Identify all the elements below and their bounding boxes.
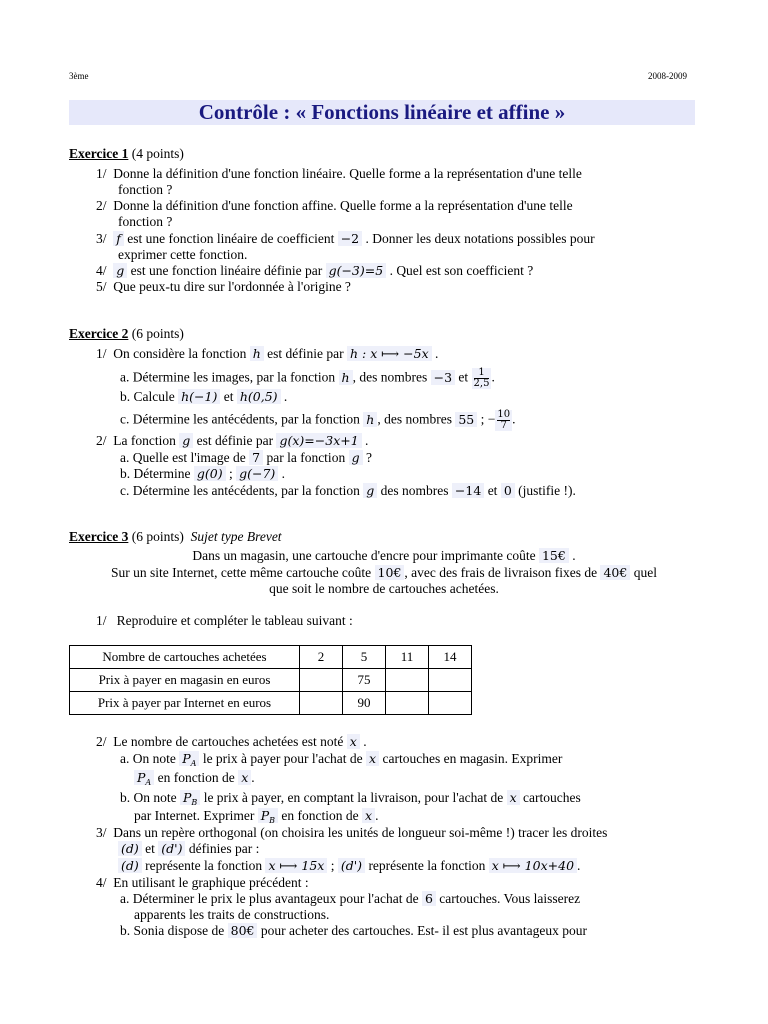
math-dprime: (d') <box>338 858 365 873</box>
q-text: . Donner les deux notations possibles pour <box>365 231 595 246</box>
math-coef: −2 <box>338 231 362 246</box>
table-cell: 2 <box>300 646 343 669</box>
math-expr: g(−3)=5 <box>326 263 387 278</box>
ex3-q4a <box>120 891 580 907</box>
header-class: 3ème <box>69 71 89 81</box>
q-text: et <box>458 369 469 385</box>
q-text: . <box>251 770 255 785</box>
ex2-q1c <box>120 410 516 431</box>
math-h: h <box>363 412 377 427</box>
page-title: Contrôle : « Fonctions linéaire et affine » <box>69 100 695 125</box>
math-price: 80€ <box>228 923 258 938</box>
exercise-1-heading <box>69 146 184 162</box>
frac-num: 10 <box>497 409 511 420</box>
math-h: h <box>250 346 264 361</box>
q-text: des nombres <box>380 483 449 498</box>
q-text: , avec des frais de livraison fixes de <box>404 565 598 580</box>
q-text: a. Déterminer le prix le plus avantageux pour l'achat de <box>120 891 419 906</box>
q-text: est une fonction linéaire définie par <box>130 263 323 278</box>
math-price: 10€ <box>375 565 405 580</box>
q-text: en fonction de <box>157 770 235 785</box>
q-text: ; <box>480 411 485 427</box>
ex1-q2-cont: fonction ? <box>118 214 173 229</box>
math-num: −3 <box>431 370 455 385</box>
q-text: ? <box>365 450 372 465</box>
q-text: représente la fonction <box>145 858 263 873</box>
math-expr: g(0) <box>194 466 226 481</box>
q-text: cartouches <box>523 790 581 805</box>
math-d: (d) <box>118 841 142 856</box>
exercise-3-title: Exercice 3 <box>69 529 129 544</box>
math-p: P <box>183 790 192 805</box>
q-text: est une fonction linéaire de coefficient <box>127 231 335 246</box>
q-number: 1/ <box>96 166 107 181</box>
q-text: . Quel est son coefficient ? <box>389 263 534 278</box>
q-text: cartouches en magasin. Exprimer <box>382 751 563 766</box>
math-x: x <box>347 734 360 749</box>
q-text: a. On note <box>120 751 176 766</box>
ex1-q3-cont: exprimer cette fonction. <box>118 247 248 262</box>
q-text: par Internet. Exprimer <box>134 808 255 823</box>
ex1-q4 <box>96 263 533 279</box>
math-pb <box>258 808 278 823</box>
q-text: et <box>223 389 234 404</box>
fraction <box>472 367 495 389</box>
math-expr: g(−7) <box>236 466 278 481</box>
q-number: 5/ <box>96 279 107 294</box>
math-g: g <box>113 263 127 278</box>
exercise-2-points: (6 points) <box>131 326 184 341</box>
q-number: 4/ <box>96 263 107 278</box>
table-cell: 5 <box>343 646 386 669</box>
q-text: On considère la fonction <box>113 346 247 361</box>
q-text: c. Détermine les antécédents, par la fonction <box>120 483 360 498</box>
ex1-q5 <box>96 279 351 295</box>
math-x: x <box>507 790 520 805</box>
ex1-q3 <box>96 231 595 247</box>
q-text: b. On note <box>120 790 177 805</box>
q-text: . <box>283 389 288 404</box>
math-def: h : x ⟼ −5x <box>347 346 432 361</box>
exercise-1-points: (4 points) <box>131 146 184 161</box>
q-text: Le nombre de cartouches achetées est noté <box>113 734 344 749</box>
frac-num: 1 <box>474 368 490 379</box>
ex3-intro-2 <box>60 565 708 581</box>
exercise-3-type: Sujet type Brevet <box>190 529 282 544</box>
ex3-q3 <box>96 825 607 841</box>
ex2-q2a <box>120 450 372 466</box>
q-text: le prix à payer pour l'achat de <box>202 751 363 766</box>
q-number: 2/ <box>96 433 107 448</box>
ex3-q4b <box>120 923 587 939</box>
math-function: x ⟼ 15x <box>265 858 327 873</box>
table-cell <box>300 669 343 692</box>
q-text: . <box>577 858 581 873</box>
q-text: et <box>145 841 155 856</box>
q-text: a. Détermine les images, par la fonction <box>120 369 336 385</box>
table-row <box>70 646 472 669</box>
q-text: quel <box>633 565 657 580</box>
math-num: 55 <box>455 412 477 427</box>
q-text: Dans un magasin, une cartouche d'encre pour imprimante coûte <box>192 548 536 563</box>
table-cell: 75 <box>343 669 386 692</box>
ex2-q1a <box>120 368 495 389</box>
q-text: par la fonction <box>266 450 346 465</box>
math-pa <box>179 751 199 766</box>
q-text: Reproduire et compléter le tableau suivant : <box>116 613 353 628</box>
math-dprime: (d') <box>158 841 185 856</box>
minus-sign: − <box>487 411 496 427</box>
ex2-q1 <box>96 346 438 362</box>
table-cell <box>386 692 429 715</box>
q-text: . <box>281 466 286 481</box>
frac-den: 2,5 <box>473 378 490 389</box>
math-p: P <box>182 751 191 766</box>
q-text: b. Sonia dispose de <box>120 923 225 938</box>
q-text: . <box>491 369 495 385</box>
math-x: x <box>238 770 251 785</box>
q-text: ; <box>228 466 233 481</box>
header-year: 2008-2009 <box>648 71 687 81</box>
q-text: a. Quelle est l'image de <box>120 450 246 465</box>
math-sub: A <box>190 759 197 768</box>
ex1-q1-cont: fonction ? <box>118 182 173 197</box>
math-pa <box>134 770 154 785</box>
q-number: 1/ <box>96 346 107 361</box>
q-text: le prix à payer, en comptant la livraison, pour l'achat de <box>203 790 504 805</box>
ex2-q1b <box>120 389 287 405</box>
math-expr: h(0,5) <box>237 389 281 404</box>
q-text: et <box>487 483 498 498</box>
table-cell <box>300 692 343 715</box>
q-text: est définie par <box>196 433 274 448</box>
q-text: pour acheter des cartouches. Est- il est plus avantageux pour <box>260 923 587 938</box>
table-cell: Prix à payer en magasin en euros <box>70 669 300 692</box>
q-text: b. Détermine <box>120 466 191 481</box>
q-text: (justifie !). <box>518 483 576 498</box>
q-text: La fonction <box>113 433 176 448</box>
math-num: 6 <box>422 891 436 906</box>
math-price: 15€ <box>539 548 569 563</box>
fraction <box>495 410 512 431</box>
q-text: Donne la définition d'une fonction affine. Quelle forme a la représentation d'une telle <box>113 198 573 213</box>
q-number: 2/ <box>96 198 107 213</box>
math-num: −14 <box>452 483 484 498</box>
exercise-3-heading <box>69 529 282 545</box>
exercise-2-title: Exercice 2 <box>69 326 129 341</box>
ex3-q2 <box>96 734 367 750</box>
math-g: g <box>179 433 193 448</box>
q-text: Sur un site Internet, cette même cartouche coûte <box>111 565 372 580</box>
math-f: f <box>113 231 124 246</box>
table-cell: 90 <box>343 692 386 715</box>
q-number: 3/ <box>96 231 107 246</box>
table-cell: 14 <box>429 646 472 669</box>
ex1-q2 <box>96 198 573 214</box>
q-text: , des nombres <box>352 369 428 385</box>
math-num: 0 <box>501 483 515 498</box>
q-number: 4/ <box>96 875 107 890</box>
q-text: En utilisant le graphique précédent : <box>113 875 309 890</box>
ex1-q1 <box>96 166 582 182</box>
ex2-q2b <box>120 466 285 482</box>
math-price: 40€ <box>600 565 630 580</box>
ex3-q4 <box>96 875 309 891</box>
ex3-q3-lines <box>118 841 259 857</box>
math-p: P <box>260 808 270 823</box>
q-text: c. Détermine les antécédents, par la fonction <box>120 411 360 427</box>
math-sub: A <box>145 778 152 787</box>
q-text: représente la fonction <box>368 858 486 873</box>
q-text: , des nombres <box>377 411 452 427</box>
table-cell: Nombre de cartouches achetées <box>70 646 300 669</box>
q-text: cartouches. Vous laisserez <box>439 891 581 906</box>
math-g: g <box>349 450 363 465</box>
math-pb <box>180 790 200 805</box>
ex3-q1 <box>96 613 353 629</box>
exercise-1-title: Exercice 1 <box>69 146 129 161</box>
math-expr: h(−1) <box>178 389 220 404</box>
ex3-q4a-cont: apparents les traits de constructions. <box>134 907 330 922</box>
table-row <box>70 692 472 715</box>
math-d: (d) <box>118 858 142 873</box>
exercise-2-heading <box>69 326 184 342</box>
q-text: . <box>572 548 576 563</box>
q-text: ; <box>330 858 335 873</box>
q-text: en fonction de <box>281 808 359 823</box>
q-text: Que peux-tu dire sur l'ordonnée à l'origine ? <box>113 279 351 294</box>
math-sub: B <box>269 816 276 825</box>
q-text: . <box>512 411 516 427</box>
ex3-intro-3: que soit le nombre de cartouches achetées. <box>269 581 499 596</box>
q-text: définies par : <box>188 841 260 856</box>
math-p: P <box>137 770 146 785</box>
q-text: Donne la définition d'une fonction linéaire. Quelle forme a la représentation d'une telle <box>113 166 582 181</box>
math-g: g <box>363 483 377 498</box>
math-sub: B <box>191 798 198 807</box>
q-text: . <box>435 346 439 361</box>
q-text: . <box>375 808 379 823</box>
math-num: 7 <box>249 450 263 465</box>
ex3-q2a <box>120 751 562 772</box>
table-row <box>70 669 472 692</box>
price-table <box>69 645 472 715</box>
ex3-q3-def <box>118 858 580 874</box>
q-text: est définie par <box>267 346 344 361</box>
table-cell <box>429 692 472 715</box>
table-cell: 11 <box>386 646 429 669</box>
ex2-q2 <box>96 433 368 449</box>
q-text: b. Calcule <box>120 389 175 404</box>
q-text: . <box>363 734 367 749</box>
math-h: h <box>339 370 353 385</box>
ex3-intro-1 <box>60 548 708 564</box>
ex2-q2c <box>120 483 576 499</box>
q-number: 3/ <box>96 825 107 840</box>
math-x: x <box>366 751 379 766</box>
ex3-q2a-cont <box>134 770 255 791</box>
frac-den: 7 <box>500 420 507 431</box>
q-number: 2/ <box>96 734 107 749</box>
exercise-3-points: (6 points) <box>131 529 184 544</box>
q-text: Dans un repère orthogonal (on choisira les unités de longueur soi-même !) tracer les droites <box>113 825 608 840</box>
math-def: g(x)=−3x+1 <box>276 433 361 448</box>
q-number: 1/ <box>96 613 107 628</box>
math-x: x <box>362 808 375 823</box>
q-text: . <box>365 433 369 448</box>
table-cell: Prix à payer par Internet en euros <box>70 692 300 715</box>
math-function: x ⟼ 10x+40 <box>489 858 577 873</box>
table-cell <box>429 669 472 692</box>
table-cell <box>386 669 429 692</box>
